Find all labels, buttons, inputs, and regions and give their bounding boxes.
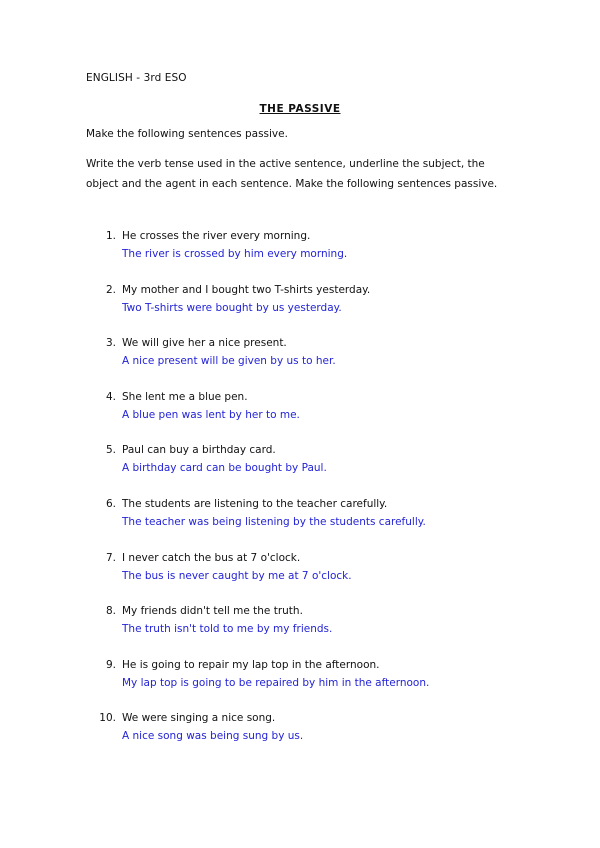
exercise-list	[0, 230, 600, 766]
item-number: 5.	[105, 444, 116, 457]
exercise-item	[0, 498, 600, 552]
passive-answer: A nice present will be given by us to her.	[122, 355, 336, 368]
exercise-item	[0, 444, 600, 498]
page-title: THE PASSIVE	[259, 103, 341, 115]
item-number: 4.	[105, 390, 116, 403]
item-number: 10.	[99, 712, 116, 725]
passive-answer: The truth isn't told to me by my friends.	[122, 623, 333, 636]
item-number: 1.	[105, 230, 116, 242]
item-number: 7.	[105, 551, 116, 564]
item-number: 3.	[105, 337, 116, 350]
exercise-item	[0, 284, 600, 338]
active-sentence: He crosses the river every morning.	[122, 230, 311, 242]
exercise-item	[0, 337, 600, 391]
active-sentence: Paul can buy a birthday card.	[122, 444, 276, 457]
item-number: 8.	[105, 605, 116, 618]
active-sentence: I never catch the bus at 7 o'clock.	[122, 551, 301, 564]
passive-answer: A birthday card can be bought by Paul.	[122, 462, 327, 475]
active-sentence: The students are listening to the teacher carefully.	[122, 497, 388, 510]
active-sentence: My mother and I bought two T-shirts yesterday.	[122, 283, 371, 296]
item-number: 9.	[105, 658, 116, 671]
instruction-line-1: Make the following sentences passive.	[86, 128, 288, 140]
passive-answer: The river is crossed by him every morning.	[122, 248, 348, 260]
passive-answer: The bus is never caught by me at 7 o'clock.	[122, 569, 352, 582]
passive-answer: My lap top is going to be repaired by him in the afternoon.	[122, 676, 430, 689]
item-number: 2.	[105, 283, 116, 296]
passive-answer: The teacher was being listening by the students carefully.	[122, 515, 426, 528]
course-header: ENGLISH - 3rd ESO	[86, 72, 187, 84]
passive-answer: A blue pen was lent by her to me.	[122, 408, 300, 421]
instruction-line-2: Write the verb tense used in the active sentence, underline the subject, the object and the agent in each sentence. Make the following sentences passive.	[86, 158, 498, 190]
exercise-item	[0, 605, 600, 659]
exercise-item	[0, 391, 600, 445]
active-sentence: She lent me a blue pen.	[122, 390, 248, 403]
exercise-item	[0, 552, 600, 606]
active-sentence: He is going to repair my lap top in the afternoon.	[122, 658, 380, 671]
item-number: 6.	[105, 497, 116, 510]
passive-answer: Two T-shirts were bought by us yesterday.	[122, 301, 342, 314]
active-sentence: We were singing a nice song.	[122, 712, 276, 725]
exercise-item	[0, 230, 600, 284]
active-sentence: We will give her a nice present.	[122, 337, 287, 350]
exercise-item	[0, 659, 600, 713]
passive-answer: A nice song was being sung by us.	[122, 730, 304, 743]
active-sentence: My friends didn't tell me the truth.	[122, 605, 303, 618]
exercise-item	[0, 712, 600, 766]
